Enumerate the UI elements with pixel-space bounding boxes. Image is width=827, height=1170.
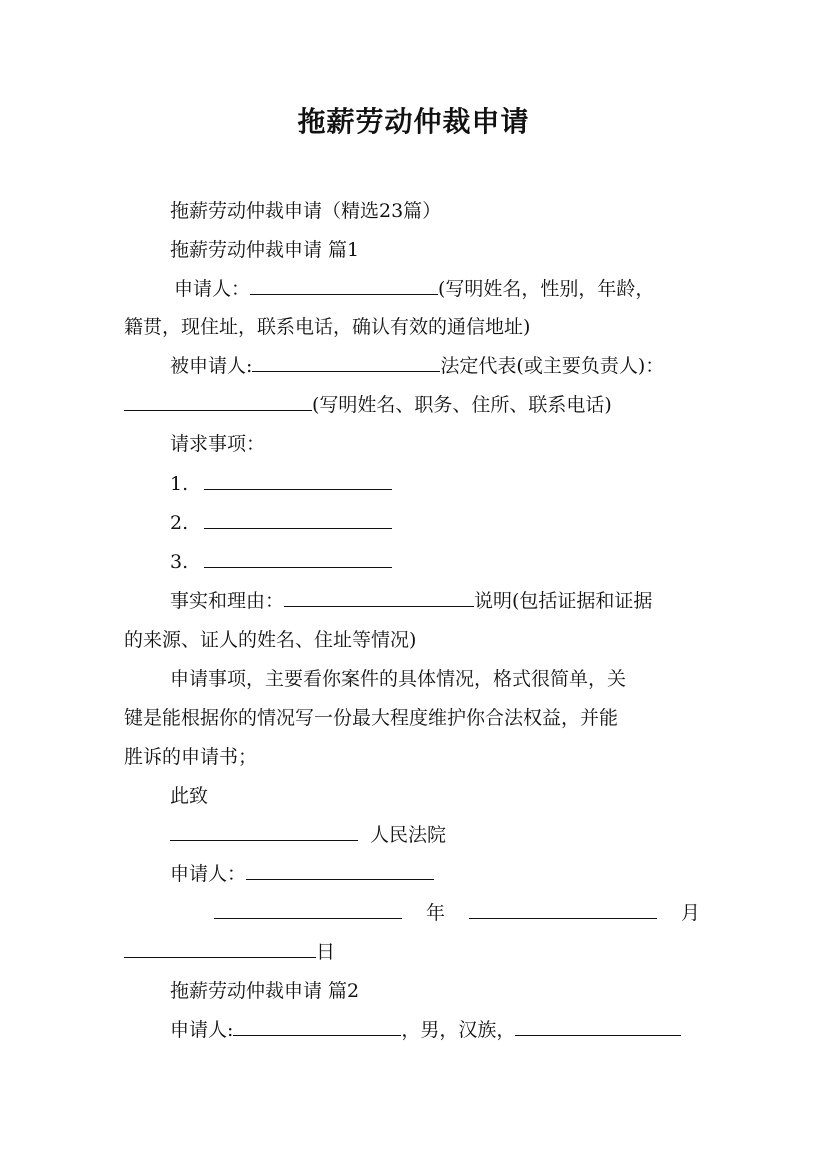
- document-title: 拖薪劳动仲裁申请: [297, 105, 530, 138]
- day-blank: [124, 939, 316, 958]
- court-line: [170, 822, 446, 848]
- claim-3-blank: [204, 549, 392, 568]
- claim-1-number: 1.: [170, 473, 189, 495]
- subtitle: 拖薪劳动仲裁申请（精选23篇）: [170, 200, 442, 222]
- signature-label: 申请人：: [170, 863, 247, 885]
- claims-label: 请求事项：: [170, 433, 266, 455]
- respondent-line: [170, 353, 664, 379]
- facts-note-continued: 的来源、证人的姓名、住址等情况): [124, 629, 417, 651]
- respondent-note-line: [124, 392, 612, 418]
- claim-2-line: [170, 510, 392, 536]
- applicant-label: 申请人：: [174, 278, 251, 300]
- paragraph-line-1: 申请事项，主要看你案件的具体情况，格式很简单，关: [170, 668, 627, 690]
- year-label: 年: [426, 902, 446, 924]
- paragraph-line-3: 胜诉的申请书；: [124, 746, 258, 768]
- section-2-heading: 拖薪劳动仲裁申请 篇2: [170, 980, 360, 1002]
- section-2-extra-blank: [515, 1017, 681, 1036]
- claim-1-blank: [204, 471, 392, 490]
- claim-3-line: [170, 549, 392, 575]
- facts-line: [170, 588, 652, 614]
- day-label: 日: [316, 941, 336, 963]
- facts-blank: [284, 588, 474, 607]
- applicant-note: (写明姓名，性别，年龄，: [438, 278, 655, 300]
- court-label: 人民法院: [370, 824, 447, 846]
- respondent-blank: [252, 353, 440, 372]
- respondent-representative: 法定代表(或主要负责人)：: [440, 355, 665, 377]
- date-line: [214, 900, 700, 926]
- representative-blank: [124, 392, 312, 411]
- claim-2-number: 2.: [170, 512, 189, 534]
- month-blank: [469, 900, 657, 919]
- section-2-name-blank: [233, 1017, 401, 1036]
- section-2-applicant-line: [170, 1017, 681, 1043]
- claim-3-number: 3.: [170, 551, 189, 573]
- section-1-heading: 拖薪劳动仲裁申请 篇1: [170, 239, 360, 261]
- signature-blank: [246, 861, 434, 880]
- facts-label: 事实和理由：: [170, 590, 285, 612]
- claim-2-blank: [204, 510, 392, 529]
- applicant-line: [174, 276, 654, 302]
- section-2-applicant-label: 申请人:: [170, 1019, 234, 1041]
- facts-note: 说明(包括证据和证据: [474, 590, 653, 612]
- salutation: 此致: [170, 785, 209, 807]
- applicant-note-continued: 籍贯，现住址，联系电话，确认有效的通信地址): [124, 316, 531, 338]
- year-blank: [214, 900, 402, 919]
- claim-1-line: [170, 471, 392, 497]
- respondent-label: 被申请人:: [170, 355, 253, 377]
- paragraph-line-2: 键是能根据你的情况写一份最大程度维护你合法权益，并能: [124, 707, 619, 729]
- month-label: 月: [681, 902, 701, 924]
- section-2-gender: ，男，汉族，: [401, 1019, 516, 1041]
- day-line: [124, 939, 335, 965]
- court-blank: [170, 822, 358, 841]
- applicant-blank: [250, 276, 438, 295]
- signature-line: [170, 861, 434, 887]
- respondent-note: (写明姓名、职务、住所、联系电话): [312, 394, 612, 416]
